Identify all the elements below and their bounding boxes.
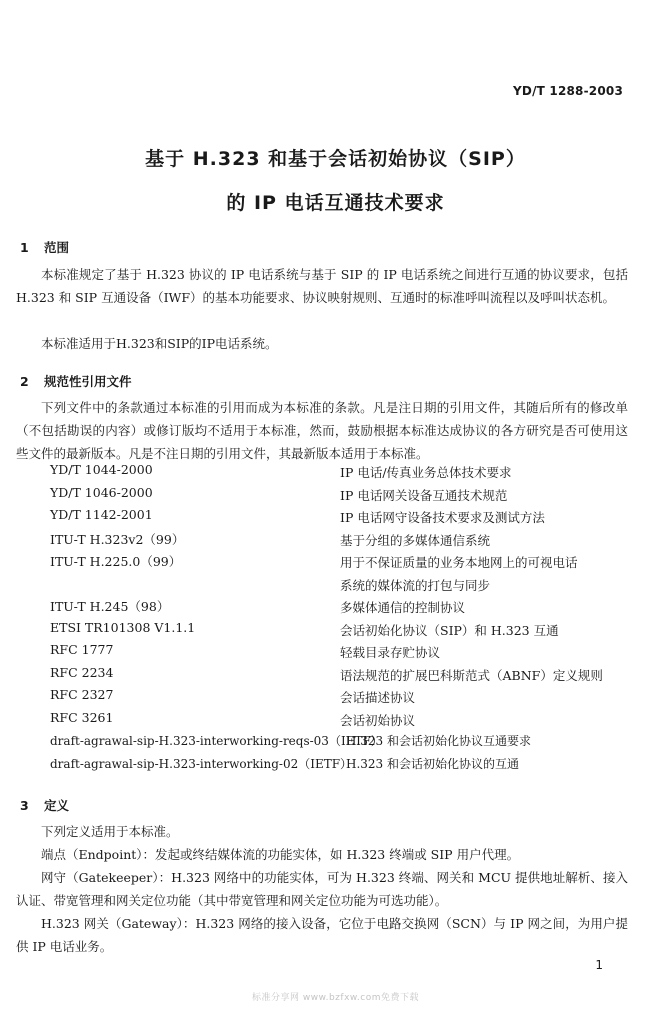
reference-code: YD/T 1142-2001 [50,507,153,522]
reference-item [50,530,640,553]
section-heading-scope [20,238,69,256]
document-title-line1: 基于 H.323 和基于会话初始协议（SIP） [145,148,526,170]
section-number: 2 [20,374,29,389]
reference-code: ETSI TR101308 V1.1.1 [50,619,196,635]
reference-item [50,597,640,620]
reference-code: ITU-T H.323v2（99） [50,531,185,547]
section-heading-definitions [20,796,69,814]
references-intro-paragraph: 下列文件中的条款通过本标准的引用而成为本标准的条款。凡是注日期的引用文件，其随后所有的修改单（不包括勘误的内容）或修订版均不适用于本标准，然而，鼓励根据本标准达成协议的各方研究是否可使用这些文件的最新版本。凡是不注日期的引用文件，其最新版本适用于本标准。 [16,400,628,461]
definition-gatekeeper: 网守（Gatekeeper）：H.323 网络中的功能实体，可为 H.323 终端、网关和 MCU 提供地址解析、接入认证、带宽管理和网关定位功能（其中带宽管理和网关定位功能为可选功能）。 [16,870,628,908]
page-number: 1 [595,958,603,972]
scope-paragraph: 本标准规定了基于 H.323 协议的 IP 电话系统与基于 SIP 的 IP 电话系统之间进行互通的协议要求，包括 H.323 和 SIP 互通设备（IWF）的基本功能要求、协议映射规则、互通时的标准呼叫流程以及呼叫状态机。 [16,267,628,305]
definitions-intro-paragraph: 下列定义适用于本标准。 [41,824,179,839]
reference-title: 会话初始化协议（SIP）和 H.323 互通 [340,622,559,638]
reference-code: ITU-T H.225.0（99） [50,554,182,569]
definition-endpoint: 端点（Endpoint）：发起或终结媒体流的功能实体，如 H.323 终端或 SIP 用户代理。 [41,847,520,862]
reference-title: 会话描述协议 [340,690,416,705]
draft-reference-item [50,755,640,778]
watermark: 标准分享网 www.bzfxw.com免费下载 [251,993,420,1003]
reference-code: RFC 2234 [50,664,114,680]
reference-title: 轻载目录存贮协议 [340,645,441,660]
reference-item [50,687,640,710]
draft-reference-item [50,732,640,755]
section-number: 1 [20,240,29,255]
reference-item [50,462,640,485]
reference-title-line1: 用于不保证质量的业务本地网上的可视电话 [340,555,578,570]
reference-title-line2: 系统的媒体流的打包与同步 [340,577,491,593]
section-heading-normative-references [20,372,132,390]
reference-item [50,552,640,597]
scope-applicability-paragraph: 本标准适用于H.323和SIP的IP电话系统。 [41,336,278,351]
draft-reference-title: H.323 和会话初始化协议互通要求 [346,734,531,748]
draft-reference-code: draft-agrawal-sip-H.323-interworking-reqs-03（IETF） [50,734,383,748]
reference-item [50,507,640,530]
reference-title: 多媒体通信的控制协议 [340,600,466,615]
reference-code: ITU-T H.245（98） [50,599,170,614]
reference-list [50,462,640,777]
reference-item [50,710,640,733]
section-title: 范围 [44,240,70,255]
document-title-line2: 的 IP 电话互通技术要求 [226,192,445,214]
reference-item [50,485,640,508]
reference-code: RFC 1777 [50,642,114,657]
standard-number: YD/T 1288-2003 [513,84,623,98]
section-number: 3 [20,798,29,813]
section-title: 规范性引用文件 [44,374,132,389]
reference-title [340,552,578,597]
reference-code: YD/T 1044-2000 [50,462,153,477]
reference-title: 会话初始协议 [340,712,416,728]
reference-item [50,665,640,688]
draft-reference-title: H.323 和会话初始化协议的互通 [346,756,519,771]
reference-item [50,642,640,665]
section-title: 定义 [44,798,70,813]
definition-gateway: H.323 网关（Gateway）：H.323 网络的接入设备，它位于电路交换网（SCN）与 IP 网之间，为用户提供 IP 电话业务。 [16,916,628,954]
reference-title: IP 电话网关设备互通技术规范 [340,487,508,503]
reference-title: IP 电话/传真业务总体技术要求 [340,465,512,480]
reference-code: RFC 3261 [50,709,114,725]
reference-title: 语法规范的扩展巴科斯范式（ABNF）定义规则 [340,667,603,683]
reference-code: RFC 2327 [50,687,114,702]
reference-title: IP 电话网守设备技术要求及测试方法 [340,510,545,525]
draft-reference-code: draft-agrawal-sip-H.323-interworking-02（IETF） [50,756,353,771]
reference-item [50,620,640,643]
reference-title: 基于分组的多媒体通信系统 [340,532,491,548]
reference-code: YD/T 1046-2000 [50,484,153,500]
